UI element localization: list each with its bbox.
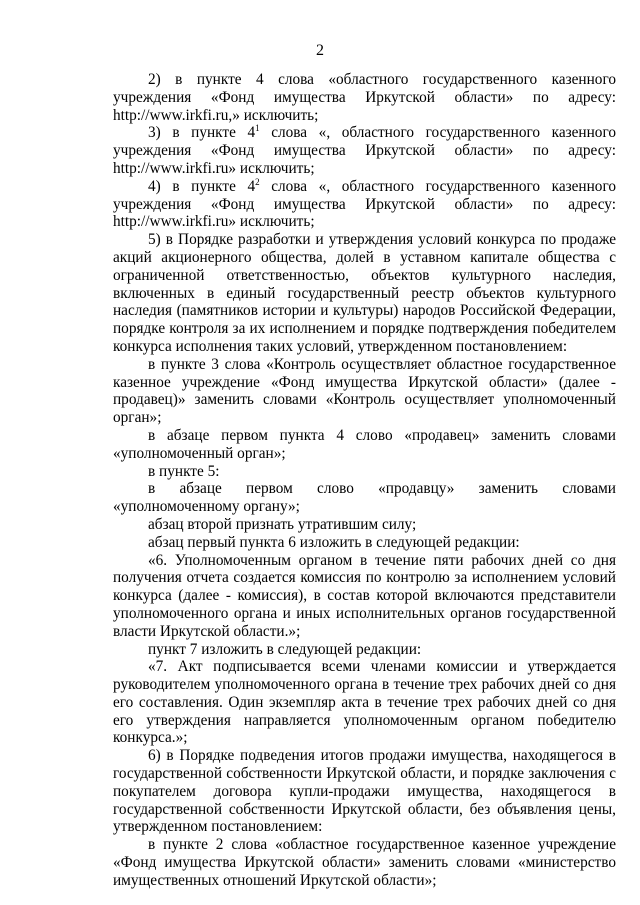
superscript: 1 <box>255 123 260 134</box>
paragraph: 5) в Порядке разработки и утверждения условий конкурса по продаже акций акционерного общества, долей в уставном капитале общества с ограниченной ответственностью, объектов культурного наследия, включенных в единый государственный реестр объектов культурного наследия (памятников истории и культуры) народов Российской Федерации, порядке контроля за их исполнением и порядке подтверждения победителем конкурса исполнения таких условий, утвержденном постановлением: <box>113 231 616 355</box>
paragraph: «7. Акт подписывается всеми членами комиссии и утверждается руководителем уполномоченного органа в течение трех рабочих дней со дня его составления. Один экземпляр акта в течение трех рабочих дней со дня его утверждения направляется уполномоченным органом победителю конкурса.»; <box>113 658 616 747</box>
document-body <box>113 71 616 890</box>
paragraph: пункт 7 изложить в следующей редакции: <box>148 640 422 658</box>
paragraph: «6. Уполномоченным органом в течение пяти рабочих дней со дня получения отчета создается комиссия по контролю за исполнением условий конкурса (далее - комиссия), в состав которой включаются представители уполномоченного органа и иных исполнительных органов государственной власти Иркутской области.»; <box>113 551 616 640</box>
paragraph: абзац второй признать утратившим силу; <box>148 515 417 533</box>
paragraph: абзац первый пункта 6 изложить в следующей редакции: <box>148 533 520 551</box>
superscript: 2 <box>255 176 260 187</box>
paragraph-text: слова «, областного государственного казенного учреждения «Фонд имущества Иркутской области» по адресу: http://www.irkfi.ru» исключить; <box>113 124 616 177</box>
paragraph: в пункте 2 слова «областное государственное казенное учреждение «Фонд имущества Иркутской области» заменить словами «министерство имущественных отношений Иркутской области»; <box>113 836 616 889</box>
paragraph: в абзаце первом пункта 4 слово «продавец» заменить словами «уполномоченный орган»; <box>113 426 616 462</box>
paragraph: в абзаце первом слово «продавцу» заменить словами «уполномоченному органу»; <box>113 480 616 516</box>
paragraph: 6) в Порядке подведения итогов продажи имущества, находящегося в государственной собственности Иркутской области, и порядке заключения с покупателем договора купли-продажи имущества, находящегося в государственной собственности Иркутской области, без объявления цены, утвержденном постановлением: <box>113 747 616 836</box>
paragraph-text: слова «, областного государственного казенного учреждения «Фонд имущества Иркутской области» по адресу: http://www.irkfi.ru» исключить; <box>113 177 616 231</box>
paragraph: в пункте 3 слова «Контроль осуществляет областное государственное казенное учреждение «Фонд имущества Иркутской области» (далее - продавец)» заменить словами «Контроль осуществляет уполномоченный орган»; <box>113 355 616 427</box>
paragraph <box>113 178 616 231</box>
paragraph-text: 3) в пункте 4 <box>148 124 256 142</box>
paragraph <box>113 124 616 177</box>
paragraph: в пункте 5: <box>148 462 220 480</box>
paragraph-text: 4) в пункте 4 <box>148 177 256 195</box>
page-number: 2 <box>316 42 324 59</box>
paragraph: 2) в пункте 4 слова «областного государственного казенного учреждения «Фонд имущества Иркутской области» по адресу: http://www.irkfi.ru,» исключить; <box>113 71 616 124</box>
